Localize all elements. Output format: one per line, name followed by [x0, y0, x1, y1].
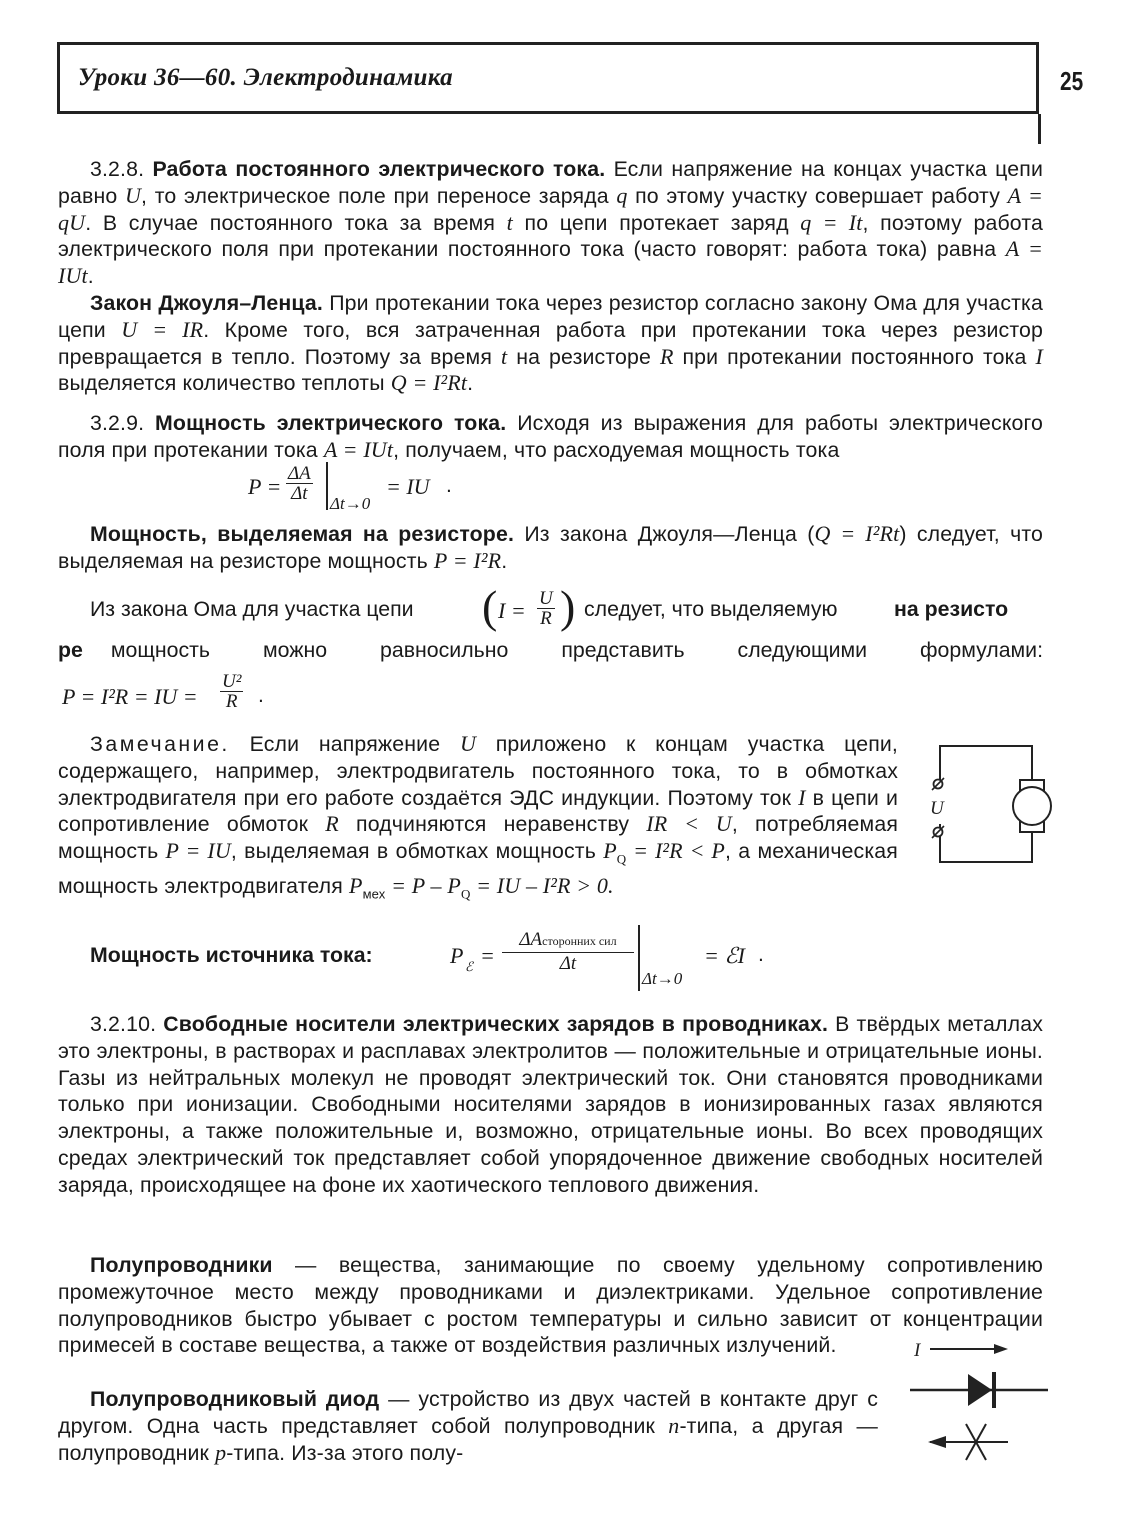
voltage-label: U [930, 798, 944, 819]
formula: Q = I²Rt [814, 521, 900, 546]
period: . [758, 943, 764, 966]
semi-title: Полупроводники [90, 1253, 273, 1277]
formula: P = I²R [433, 547, 502, 573]
text: , выделяемая в обмотках мощность [230, 839, 604, 864]
formula: = IU – I²R > 0. [470, 873, 614, 899]
subscript: Q [616, 851, 627, 867]
text: -типа. Из-за этого полу- [226, 1440, 464, 1465]
header-rule [1038, 114, 1041, 144]
text: , а механическая мощность электродвигателя [58, 839, 898, 899]
text: , то электрическое поле при переносе заряда [141, 183, 617, 208]
limit: Δt→0 [330, 494, 371, 513]
formula: q = It [800, 209, 863, 235]
var: p [215, 1439, 227, 1465]
remark-paragraph [58, 731, 898, 908]
subscript: Q [460, 886, 471, 902]
text: , получаем, что расходуемая мощность тока [393, 437, 840, 462]
section-number: 3.2.9. [90, 411, 145, 435]
section-3-2-10 [58, 1011, 1043, 1199]
text: , потребляемая мощность [58, 812, 899, 864]
section-3-2-8 [58, 156, 1043, 290]
text: Если напряжение [229, 732, 460, 756]
denominator: R [540, 608, 552, 629]
numerator: ΔA [288, 463, 311, 484]
subscript: мех [362, 886, 386, 902]
formula-result: = ℰI [704, 943, 745, 968]
section-number: 3.2.8. [90, 157, 145, 181]
section-number: 3.2.10. [90, 1012, 157, 1036]
text: . [501, 548, 508, 573]
var: t [500, 343, 508, 369]
period: . [258, 684, 264, 707]
eval-bar [326, 462, 328, 510]
denominator: R [225, 691, 238, 712]
section-3-2-9 [58, 410, 1043, 464]
text: . [467, 371, 474, 396]
denominator: Δt [559, 953, 577, 974]
joule-lenz-paragraph [58, 290, 1043, 397]
var: I [798, 784, 806, 810]
text: в цепи и сопротивление обмоток [58, 785, 898, 837]
ohm-bold: на резисто [894, 597, 1009, 621]
current-label: I [914, 1340, 921, 1361]
formula: = P – P [385, 873, 461, 899]
fraction [537, 589, 555, 628]
period: . [446, 474, 452, 497]
page-number: 25 [1060, 66, 1084, 96]
diode-figure [900, 1328, 1060, 1478]
resistor-title: Мощность, выделяемая на резисторе. [90, 522, 515, 546]
motor-circuit-figure [920, 738, 1060, 870]
text: подчиняются неравенству [338, 812, 647, 837]
var: R [659, 343, 674, 369]
limit: Δt→0 [642, 969, 683, 988]
var: R [325, 811, 339, 837]
text: на резисторе [507, 344, 660, 369]
source-power-formula: P ℰ = ΔAсторонних сил Δt Δt→0 = ℰI . [450, 925, 780, 995]
text: — вещества, занимающие по своему удельному сопротивлению промежуточное место между проводниками и диэлектриками. Удельное сопротивление полупроводников быстро убывает с ростом температуры и сильно зависит от концентрации примесей в составе вещества, а также от воздействия различных излучений. [58, 1253, 1043, 1358]
var: q [616, 182, 628, 208]
fraction [502, 929, 634, 975]
ohm-text: Из закона Ома для участка цепи [90, 597, 414, 621]
fraction [286, 464, 313, 503]
formula-lhs: P = [248, 474, 282, 499]
num-sub: сторонних сил [542, 934, 617, 948]
diode-title: Полупроводниковый диод [90, 1387, 380, 1411]
subscript: ℰ [465, 959, 473, 974]
text: В твёрдых металлах это электроны, в растворах и расплавах электролитов — положительные и отрицательные ионы. Газы из нейтральных молекул не проводят электрический ток. Они становятся проводниками только при ионизации. Свободными носителями зарядов в ионизированных газах являются электроны, а также положительные и, возможно, отрицательные ионы. Во всех проводящих средах электрический ток представляет собой упорядоченное движение свободных носителей заряда, происходящее на фоне их хаотического теплового движения. [58, 1012, 1043, 1197]
var: P [603, 838, 617, 864]
formula: IR < U [646, 811, 732, 837]
var: P [348, 873, 363, 899]
text: . [87, 264, 94, 289]
remark-label: Замечание. [90, 732, 230, 756]
section-title: Свободные носители электрических зарядов в проводниках. [163, 1012, 829, 1036]
text: Из закона Джоуля—Ленца ( [514, 522, 815, 546]
text: При протекании тока через резистор согласно закону Ома для участка цепи [58, 291, 1043, 342]
formula: A = IUt [323, 436, 394, 462]
text: ) следует, что выделяемая на резисторе мощность [58, 522, 1044, 573]
fraction [220, 672, 243, 711]
numerator: U² [222, 671, 242, 692]
text: Исходя из выражения для работы электрического поля при протекании тока [58, 411, 1043, 462]
text: — устройство из двух частей в контакте друг с другом. Одна часть представляет собой полупроводник [58, 1387, 879, 1438]
text: Если напряжение на концах участка цепи равно [58, 157, 1044, 208]
formula: P = IU [165, 838, 231, 864]
ohm-formula: ( I = $\frac{U}{R}$ ) [482, 581, 576, 632]
formula: Q = I²Rt [390, 370, 468, 396]
var: U [459, 731, 476, 756]
text: по этому участку совершает работу [627, 183, 1008, 208]
chapter-title: Уроки 36—60. Электродинамика [78, 64, 453, 91]
source-title: Мощность источника тока: [90, 943, 373, 967]
diode-paragraph [58, 1386, 878, 1466]
numerator [502, 929, 634, 953]
formula: A = IUt [58, 236, 1043, 289]
text: . Кроме того, вся затраченная работа при протекании тока через резистор превращается в тепло. Поэтому за время [58, 317, 1043, 369]
formula: A = qU [58, 182, 1043, 235]
formula-lhs: I = [498, 598, 526, 623]
numerator: U [539, 588, 553, 609]
formula: = I²R < P [626, 838, 725, 864]
var: n [668, 1412, 680, 1438]
motor-icon [1013, 787, 1051, 825]
text: выделяется количество теплоты [58, 371, 391, 396]
var: I [1035, 343, 1043, 369]
text: , поэтому работа электрического поля при протекании постоянного тока (часто говорят: работа тока) равна [58, 210, 1043, 262]
ohm-text: следует, что выделяемую [584, 597, 838, 621]
section-title: Работа постоянного электрического тока. [152, 157, 606, 181]
text: приложено к концам участка цепи, содержащего, например, электродвигатель постоянного тока, то в обмотках электродвигателя при его работе создаётся ЭДС индукции. Поэтому ток [58, 732, 898, 810]
resistor-power-paragraph [58, 521, 1043, 575]
semiconductors-paragraph [58, 1252, 1043, 1359]
text: по цепи протекает заряд [512, 210, 801, 235]
ohm-line2: ре мощность можно равносильно представить следующими формулами: [58, 638, 1043, 662]
section-title: Мощность электрического тока. [155, 411, 507, 435]
formula: U = IR [121, 316, 204, 342]
text: . В случае постоянного тока за время [85, 210, 507, 235]
var: P [450, 943, 464, 968]
var: U [124, 182, 142, 208]
eval-bar [638, 925, 640, 991]
text: мощность можно равносильно представить следующими формулами: [110, 638, 1043, 662]
formula-result: = IU [386, 474, 430, 499]
denominator: Δt [291, 483, 308, 504]
text: -типа, а другая — полупроводник [58, 1413, 878, 1465]
num-main: ΔA [519, 929, 543, 950]
text: при протекании постоянного тока [673, 344, 1036, 369]
joule-title: Закон Джоуля–Ленца. [90, 291, 323, 315]
var: t [506, 209, 513, 235]
formula: P = I²R = IU = [62, 684, 198, 709]
